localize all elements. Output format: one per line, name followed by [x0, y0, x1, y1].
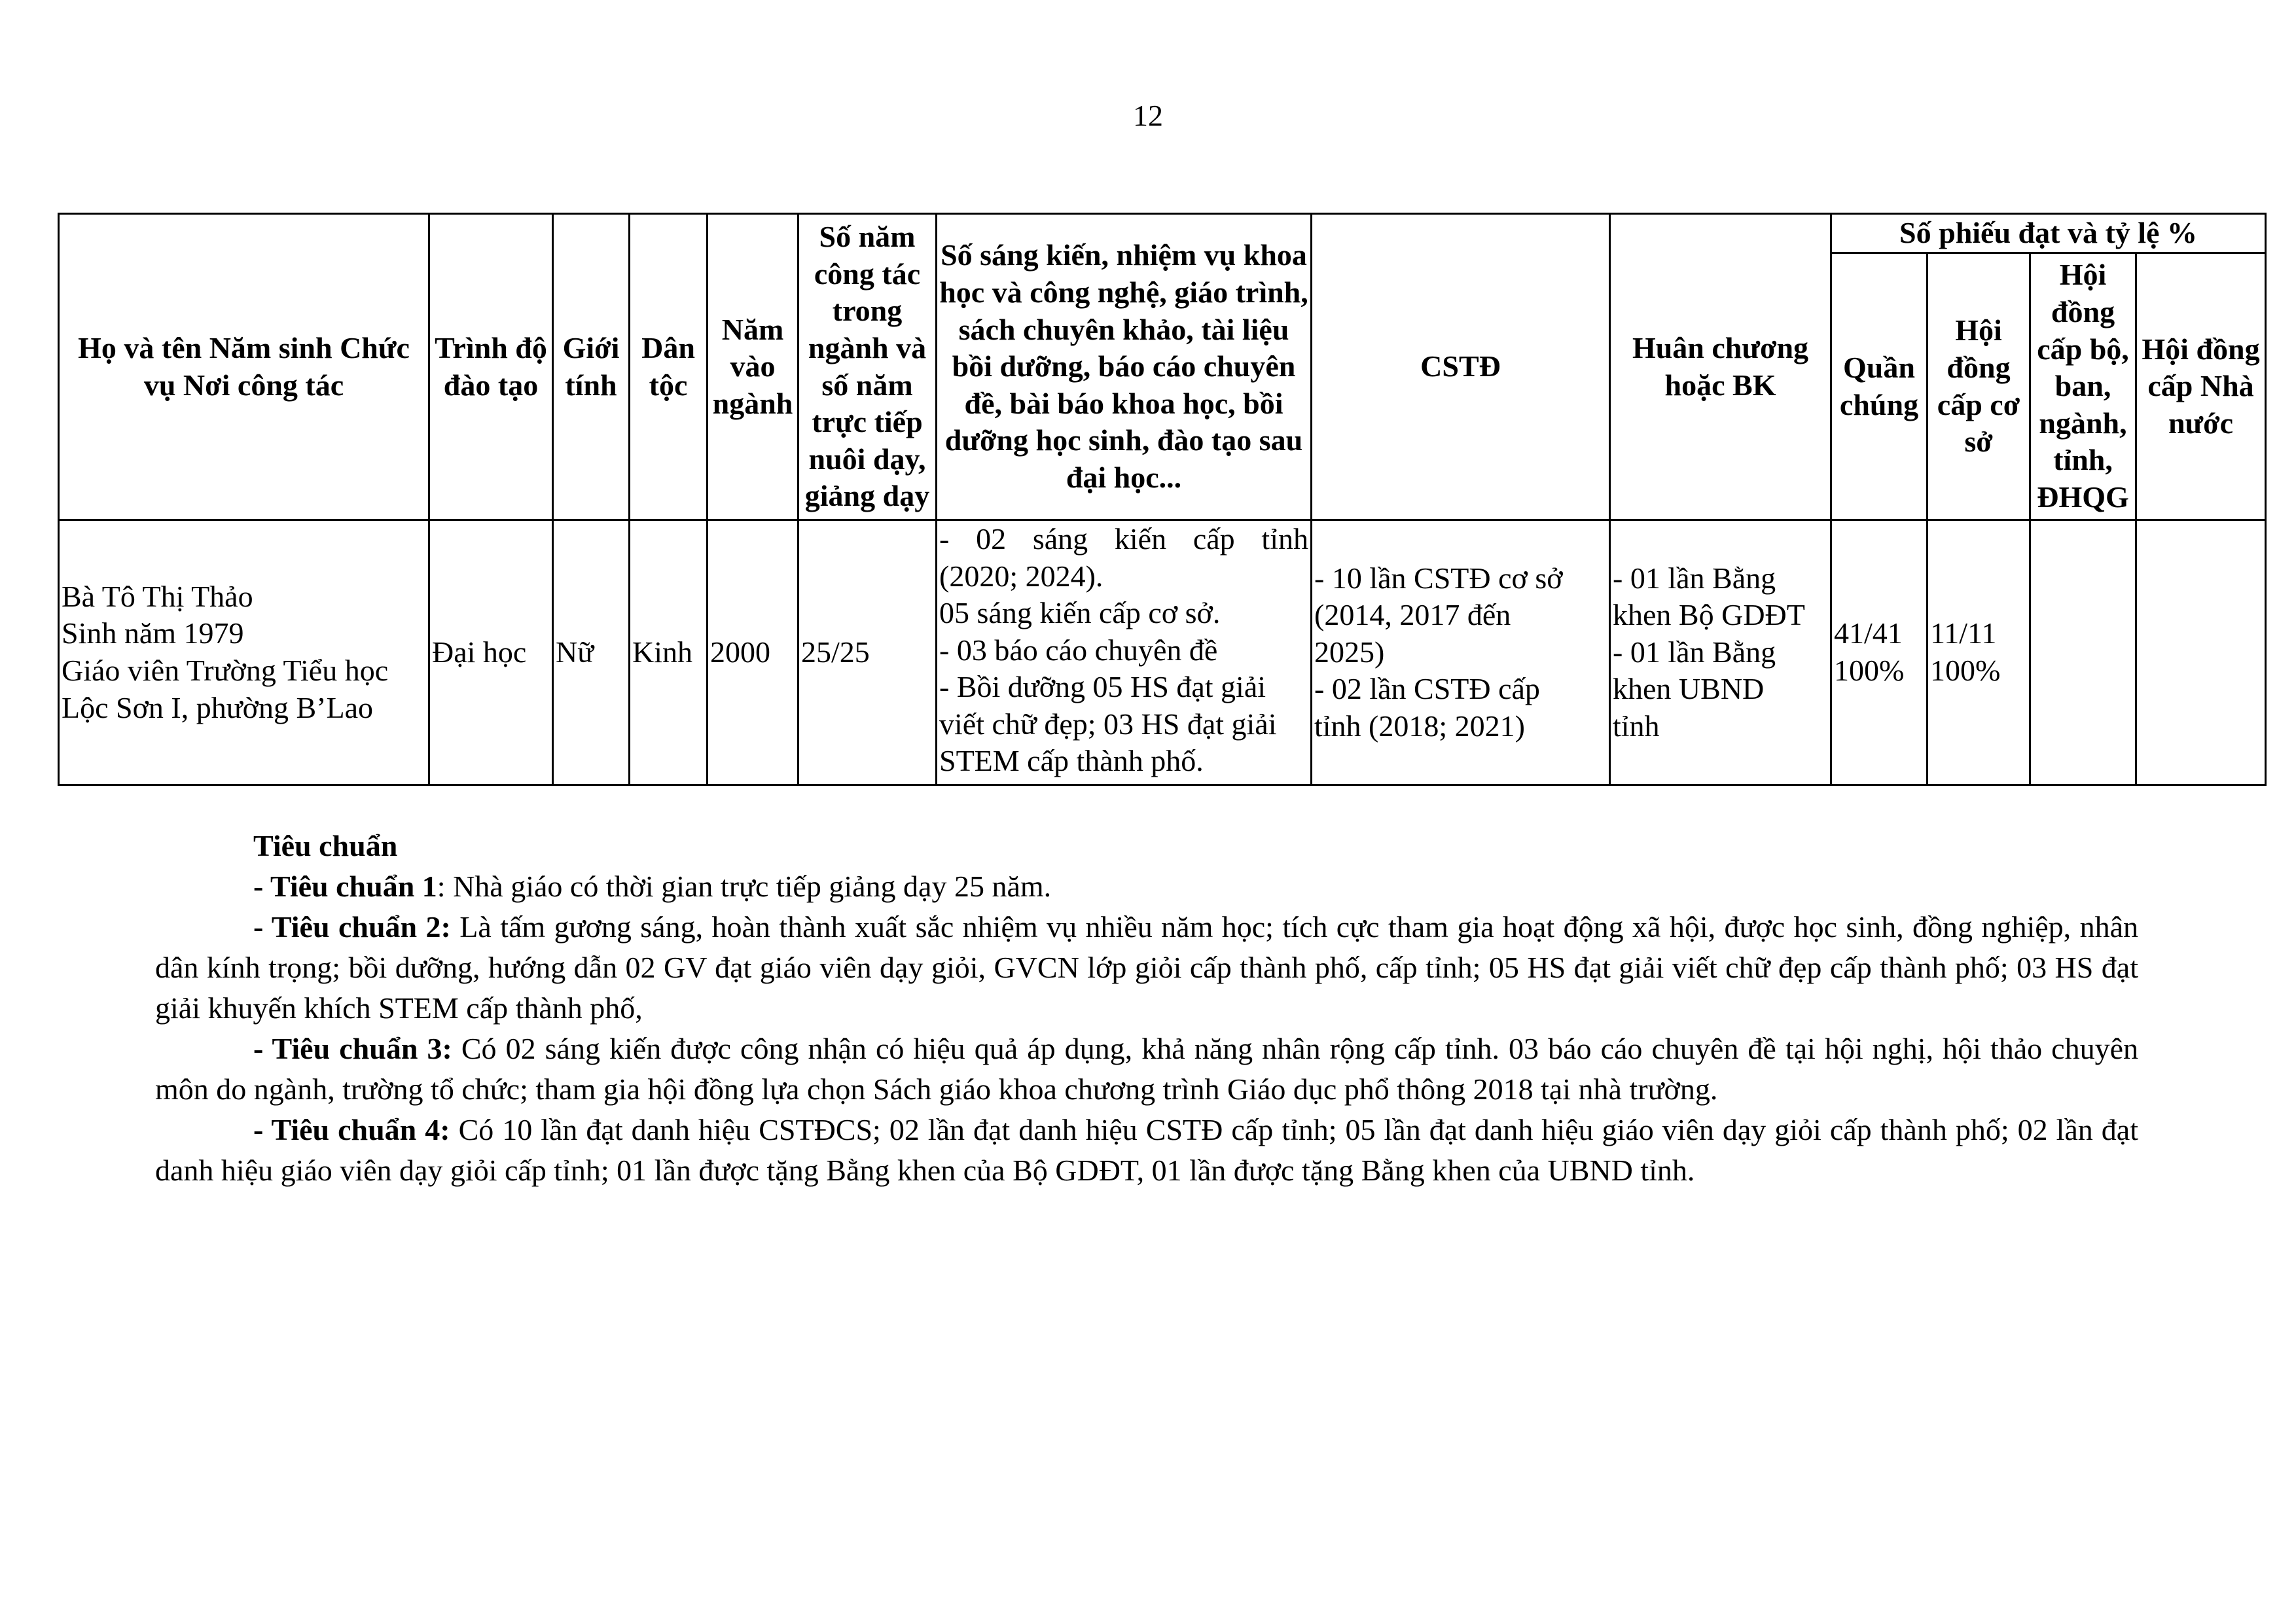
nominee-table	[58, 213, 2267, 786]
initiatives-line: 05 sáng kiến cấp cơ sở.	[939, 596, 1221, 630]
header-initiatives: Số sáng kiến, nhiệm vụ khoa học và công nghệ, giáo trình, sách chuyên khảo, tài liệu bồi dưỡng, báo cáo chuyên đề, bài báo khoa học, bồi dưỡng học sinh, đào tạo sau đại học...	[937, 214, 1312, 520]
cell-gender: Nữ	[553, 520, 630, 785]
header-ethnicity: Dân tộc	[630, 214, 708, 520]
cell-votes-state	[2136, 520, 2266, 785]
cstd-line: 2025)	[1314, 635, 1385, 669]
cstd-line: (2014, 2017 đến	[1314, 598, 1511, 632]
header-years-working: Số năm công tác trong ngành và số năm trực tiếp nuôi dạy, giảng dạy	[798, 214, 937, 520]
criteria-text: Có 10 lần đạt danh hiệu CSTĐCS; 02 lần đạt danh hiệu CSTĐ cấp tỉnh; 05 lần đạt danh hiệu giáo viên dạy giỏi cấp thành phố; 02 lần đạt danh hiệu giáo viên dạy giỏi cấp tỉnh; 01 lần được tặng Bằng khen của Bộ GDĐT, 01 lần được tặng Bằng khen của UBND tỉnh.	[155, 1113, 2138, 1187]
criteria-label: - Tiêu chuẩn 4:	[253, 1113, 450, 1146]
votes-base-percent: 100%	[1930, 654, 2001, 687]
header-medals: Huân chương hoặc BK	[1610, 214, 1831, 520]
criteria-label: - Tiêu chuẩn 2:	[253, 910, 451, 944]
votes-base-count: 11/11	[1930, 616, 1997, 650]
initiatives-line: viết chữ đẹp; 03 HS đạt giải	[939, 707, 1277, 741]
medals-line: khen UBND	[1613, 672, 1765, 706]
initiatives-line: - Bồi dưỡng 05 HS đạt giải	[939, 670, 1266, 704]
criteria-separator: :	[437, 870, 446, 903]
cell-initiatives	[937, 520, 1312, 785]
medals-line: - 01 lần Bằng	[1613, 561, 1776, 595]
medals-line: - 01 lần Bằng	[1613, 635, 1776, 669]
header-votes-ministry: Hội đồng cấp bộ, ban, ngành, tỉnh, ĐHQG	[2030, 253, 2136, 520]
cstd-line: tỉnh (2018; 2021)	[1314, 709, 1525, 743]
name-line: Bà Tô Thị Thảo	[62, 579, 253, 613]
workplace-line: Lộc Sơn I, phường B’Lao	[62, 690, 374, 724]
header-votes-group: Số phiếu đạt và tỷ lệ %	[1831, 214, 2266, 253]
header-cstd: CSTĐ	[1312, 214, 1610, 520]
initiatives-line: STEM cấp thành phố.	[939, 744, 1204, 778]
cell-name	[59, 520, 429, 785]
cell-training: Đại học	[429, 520, 553, 785]
medals-line: khen Bộ GDĐT	[1613, 598, 1805, 632]
cell-years-working: 25/25	[798, 520, 937, 785]
criteria-label: - Tiêu chuẩn 3:	[253, 1032, 452, 1065]
criteria-text: Là tấm gương sáng, hoàn thành xuất sắc nhiệm vụ nhiều năm học; tích cực tham gia hoạt động xã hội, được học sinh, đồng nghiệp, nhân dân kính trọng; bồi dưỡng, hướng dẫn 02 GV đạt giáo viên dạy giỏi, GVCN lớp giỏi cấp thành phố, cấp tỉnh; 05 HS đạt giải viết chữ đẹp cấp thành phố; 03 HS đạt giải khuyến khích STEM cấp thành phố,	[155, 910, 2138, 1025]
cstd-line: - 02 lần CSTĐ cấp	[1314, 672, 1540, 706]
cell-votes-ministry	[2030, 520, 2136, 785]
initiatives-line: - 02 sáng kiến cấp tỉnh	[939, 522, 1308, 556]
header-name: Họ và tên Năm sinh Chức vụ Nơi công tác	[59, 214, 429, 520]
table-row	[59, 520, 2266, 785]
votes-public-count: 41/41	[1834, 616, 1903, 650]
criteria-heading: Tiêu chuẩn	[253, 829, 398, 862]
criteria-section	[155, 826, 2138, 1191]
header-votes-state: Hội đồng cấp Nhà nước	[2136, 253, 2266, 520]
position-line: Giáo viên Trường Tiểu học	[62, 654, 389, 687]
criteria-item-3	[155, 1029, 2138, 1110]
cstd-line: - 10 lần CSTĐ cơ sở	[1314, 561, 1563, 595]
criteria-text: Nhà giáo có thời gian trực tiếp giảng dạy 25 năm.	[445, 870, 1052, 903]
criteria-label: - Tiêu chuẩn 1	[253, 870, 437, 903]
cell-votes-base	[1928, 520, 2030, 785]
cell-year-joined: 2000	[708, 520, 798, 785]
votes-public-percent: 100%	[1834, 654, 1905, 687]
criteria-text: Có 02 sáng kiến được công nhận có hiệu quả áp dụng, khả năng nhân rộng cấp tỉnh. 03 báo cáo chuyên đề tại hội nghị, hội thảo chuyên môn do ngành, trường tổ chức; tham gia hội đồng lựa chọn Sách giáo khoa chương trình Giáo dục phổ thông 2018 tại nhà trường.	[155, 1032, 2139, 1106]
page-number: 12	[1133, 99, 1163, 132]
initiatives-line: - 03 báo cáo chuyên đề	[939, 633, 1218, 667]
cell-medals	[1610, 520, 1831, 785]
birth-year-line: Sinh năm 1979	[62, 616, 244, 650]
header-gender: Giới tính	[553, 214, 630, 520]
medals-line: tỉnh	[1613, 709, 1660, 743]
header-votes-public: Quần chúng	[1831, 253, 1928, 520]
initiatives-line: (2020; 2024).	[939, 559, 1103, 593]
cell-ethnicity: Kinh	[630, 520, 708, 785]
cell-votes-public	[1831, 520, 1928, 785]
cell-cstd	[1312, 520, 1610, 785]
header-votes-base: Hội đồng cấp cơ sở	[1928, 253, 2030, 520]
header-year-joined: Năm vào ngành	[708, 214, 798, 520]
criteria-item-1	[155, 866, 2138, 907]
header-training: Trình độ đào tạo	[429, 214, 553, 520]
criteria-item-2	[155, 907, 2138, 1029]
criteria-item-4	[155, 1110, 2138, 1191]
